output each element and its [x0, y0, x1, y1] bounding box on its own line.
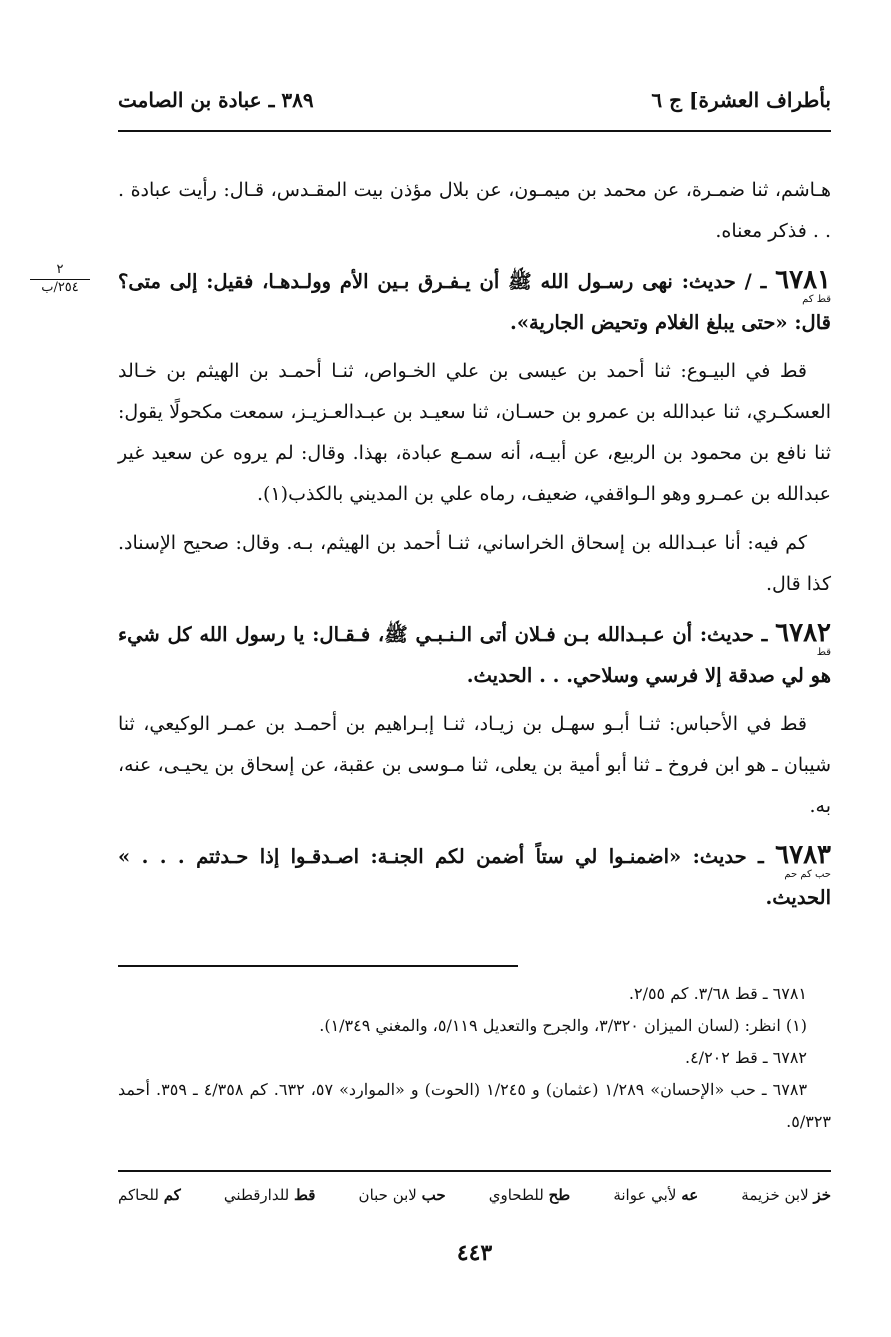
main-text	[118, 170, 831, 926]
footnote: ٦٧٨٣ ـ حب «الإحسان» ١/٢٨٩ (عثمان) و ١/٢٤٥ (الحوت) و «الموارد» ٥٧، ٦٣٢. كم ٤/٣٥٨ ـ ٣٥٩. أحمد ٥/٣٢٣.	[118, 1080, 831, 1131]
paragraph-commentary: قط في البيـوع: ثنا أحمد بن عيسى بن علي الخـواص، ثنـا أحمـد بن الهيثم بن خـالد العسكـري، ثنا عبدالله بن عمرو بن حسـان، ثنا سعيـد بن عبـدالعـزيـز، سمعت مكحولًا يقول: ثنا نافع بن محمود بن الربيع، عن أبيـه، أنه سمـع عبادة، بهذا. وقال: لم يروه عن سعيد غير عبدالله بن عمـرو وهو الـواقفي، ضعيف، رماه علي بن المديني بالكذب(١).	[118, 360, 831, 505]
book-page	[118, 0, 831, 1337]
hadith-entry-6781	[118, 260, 831, 343]
footnote: (١) انظر: (لسان الميزان ٣/٣٢٠، والجرح والتعديل ٥/١١٩، والمغني ١/٣٤٩).	[319, 1016, 807, 1035]
margin-folio-note	[30, 262, 90, 296]
entry-source-codes: حب كم حم	[784, 869, 831, 880]
abbreviation-key	[118, 1186, 831, 1204]
footer-rule	[118, 1170, 831, 1172]
footnote: ٦٧٨٢ ـ قط ٤/٢٠٢.	[684, 1048, 807, 1067]
abbr-item: حب لابن حبان	[358, 1186, 446, 1204]
entry-source-codes: قط	[816, 647, 831, 658]
abbr-item: قط للدارقطني	[223, 1186, 316, 1204]
footnote: ٦٧٨١ ـ قط ٣/٦٨. كم ٢/٥٥.	[628, 984, 807, 1003]
abbr-item: عه لأبي عوانة	[613, 1186, 699, 1204]
hadith-entry-6783	[118, 835, 831, 918]
entry-text: ـ / حديث: نهى رسـول الله ﷺ أن يـفـرق بـين الأم وولـدهـا، فقيل: إلى متى؟ قال: «حتى يبلغ الغلام وتحيض الجارية».	[118, 270, 831, 334]
footnote-rule	[118, 965, 518, 967]
header-book-title: بأطراف العشرة] ج ٦	[651, 88, 831, 112]
page-number: ٤٤٣	[456, 1240, 493, 1266]
paragraph-commentary: قط في الأحباس: ثنـا أبـو سهـل بن زيـاد، ثنـا إبـراهيم بن أحمـد بن عمـر الوكيعي، ثنا شيبان ـ هو ابن فروخ ـ ثنا أبو أمية بن يعلى، ثنا مـوسى بن عقبة، عن إسحاق بن يحيـى، عنه، به.	[118, 713, 831, 817]
entry-number: ٦٧٨٣	[775, 840, 831, 870]
paragraph-continuation: هـاشم، ثنا ضمـرة، عن محمد بن ميمـون، عن بلال مؤذن بيت المقـدس، قـال: رأيت عبادة . . . فذكر معناه.	[118, 179, 831, 242]
abbr-item: كم للحاكم	[118, 1186, 181, 1204]
header-section-title: ٣٨٩ ـ عبادة بن الصامت	[118, 88, 314, 112]
hadith-entry-6782	[118, 613, 831, 696]
entry-source-codes: قط كم	[802, 294, 831, 305]
margin-note-top: ٢	[30, 262, 90, 280]
abbr-item: خز لابن خزيمة	[741, 1186, 831, 1204]
footnotes	[118, 978, 831, 1138]
entry-number: ٦٧٨١	[775, 265, 831, 295]
header-rule	[118, 130, 831, 132]
entry-text: ـ حديث: أن عـبـدالله بـن فـلان أتى الـنـبـي ﷺ، فـقـال: يا رسول الله كل شيء هو لي صدقة إلا فرسي وسلاحي. . . الحديث.	[118, 623, 831, 687]
paragraph-commentary: كم فيه: أنا عبـدالله بن إسحاق الخراساني، ثنـا أحمد بن الهيثم، بـه. وقال: صحيح الإسناد. كذا قال.	[118, 532, 831, 595]
entry-number: ٦٧٨٢	[775, 618, 831, 648]
entry-text: ـ حديث: «اضمنـوا لي ستاً أضمن لكم الجنـة: اصـدقـوا إذا حـدثتم . . . » الحديث.	[118, 845, 831, 909]
margin-note-bottom: ٢٥٤/ب	[41, 280, 79, 295]
running-header	[118, 82, 831, 118]
abbr-item: طح للطحاوي	[488, 1186, 571, 1204]
